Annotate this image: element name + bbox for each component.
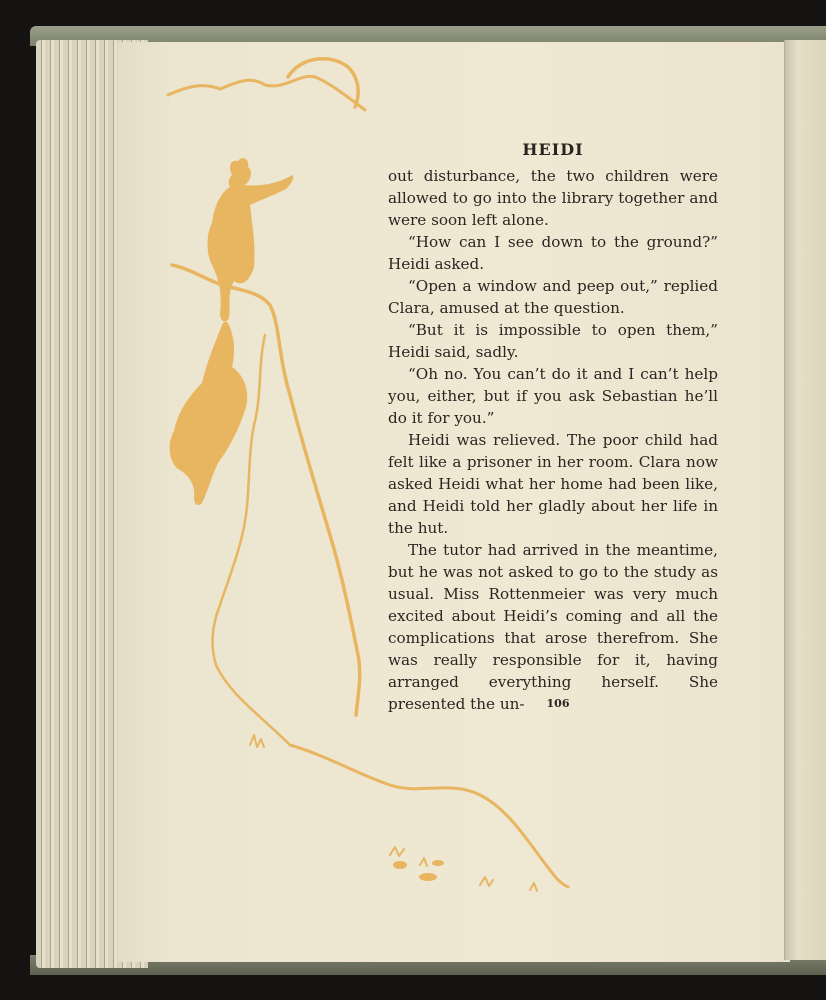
- paragraph: out disturbance, the two children were allowed to go into the library together and were soon left alone.: [388, 167, 718, 229]
- slope-line: [290, 745, 568, 887]
- paragraph: Heidi was relieved. The poor child had felt like a prisoner in her room. Clara now asked Heidi what her home had been like, and Heidi told her gladly about her life in the hut.: [388, 431, 718, 537]
- running-head: HEIDI: [522, 140, 584, 159]
- grass-tuft: [250, 735, 570, 894]
- bush: [419, 873, 437, 881]
- paragraph: “How can I see down to the ground?” Heidi asked.: [388, 233, 718, 273]
- paragraph: “But it is impossible to open them,” Heidi said, sadly.: [388, 321, 718, 361]
- paragraph: “Open a window and peep out,” replied Clara, amused at the question.: [388, 277, 718, 317]
- facing-page-edge: [784, 40, 826, 960]
- paragraph: “Oh no. You can’t do it and I can’t help you, either, but if you ask Sebastian he’ll do it for you.”: [388, 365, 718, 427]
- sun-arc: [288, 59, 358, 107]
- bush: [393, 861, 407, 869]
- bush: [432, 860, 444, 866]
- page-number: 106: [546, 697, 570, 710]
- heidi-silhouette: [208, 158, 294, 321]
- distant-ridge: [168, 76, 365, 110]
- paragraph: The tutor had arrived in the meantime, but he was not asked to go to the study as usual. Miss Rottenmeier was very much excited about Heidi’s coming and all the complications that arose therefrom. She was really responsible for it, having arranged everything herself. She presented the un-: [388, 541, 718, 713]
- body-text: [388, 165, 718, 715]
- shadow-silhouette: [170, 322, 248, 505]
